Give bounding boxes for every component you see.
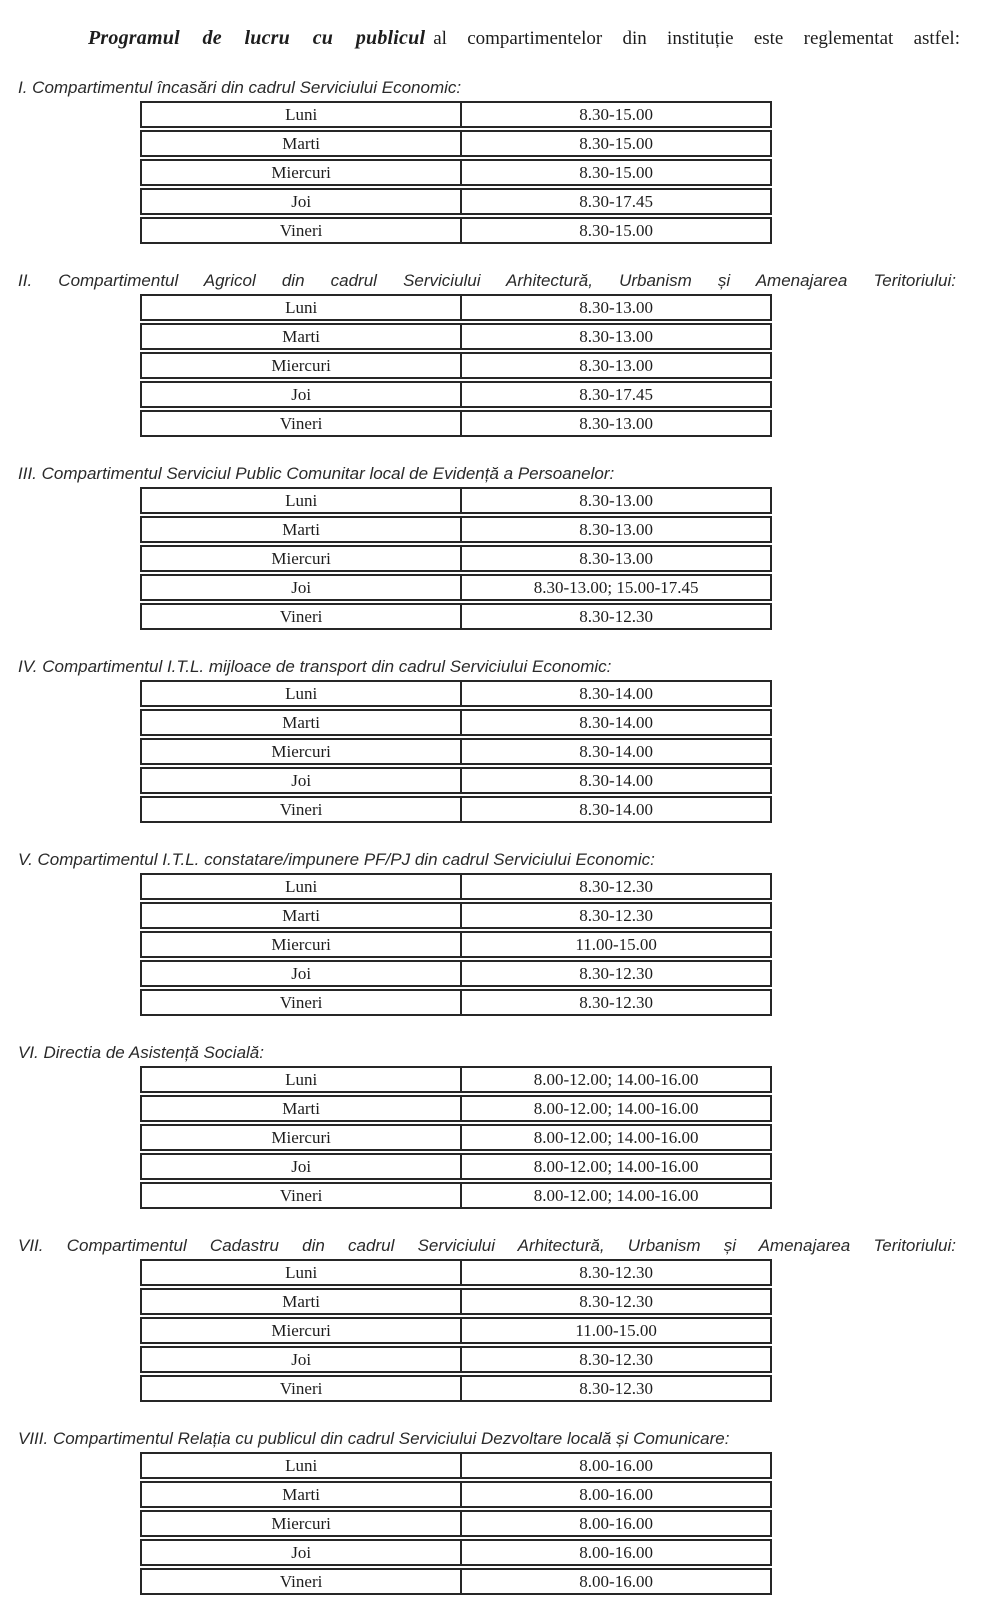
table-row bbox=[140, 1539, 772, 1566]
day-cell: Marti bbox=[142, 518, 462, 541]
table-row bbox=[140, 381, 772, 408]
hours-cell: 8.00-12.00; 14.00-16.00 bbox=[533, 1128, 699, 1147]
hours-cell: 8.00-16.00 bbox=[579, 1456, 653, 1475]
table-row bbox=[140, 352, 772, 379]
table-row bbox=[140, 603, 772, 630]
document-title-emphasis: Programul de lucru cu publicul bbox=[88, 27, 426, 49]
hours-cell: 8.30-15.00 bbox=[579, 163, 653, 182]
hours-cell: 8.00-16.00 bbox=[579, 1514, 653, 1533]
table-row bbox=[140, 1568, 772, 1595]
day-cell: Joi bbox=[142, 962, 462, 985]
day-cell: Miercuri bbox=[142, 547, 462, 570]
day-cell: Joi bbox=[142, 576, 462, 599]
hours-cell: 8.30-12.30 bbox=[579, 964, 653, 983]
hours-cell: 8.30-12.30 bbox=[579, 993, 653, 1012]
hours-cell: 8.30-12.30 bbox=[579, 1292, 653, 1311]
day-cell: Miercuri bbox=[142, 933, 462, 956]
section-heading: V. Compartimentul I.T.L. constatare/impunere PF/PJ din cadrul Serviciului Economic: bbox=[18, 850, 655, 869]
document-title bbox=[88, 26, 960, 51]
hours-cell: 8.30-12.30 bbox=[579, 607, 653, 626]
table-row bbox=[140, 294, 772, 321]
hours-cell: 8.30-17.45 bbox=[579, 385, 653, 404]
section-heading: II. Compartimentul Agricol din cadrul Serviciului Arhitectură, Urbanism și Amenajarea Teritoriului: bbox=[18, 271, 956, 290]
hours-cell: 8.30-12.30 bbox=[579, 1379, 653, 1398]
hours-cell: 8.30-13.00 bbox=[579, 520, 653, 539]
schedule-section bbox=[0, 656, 996, 823]
hours-cell: 8.30-13.00 bbox=[579, 356, 653, 375]
table-row bbox=[140, 410, 772, 437]
table-row bbox=[140, 545, 772, 572]
section-heading: III. Compartimentul Serviciul Public Comunitar local de Evidență a Persoanelor: bbox=[18, 464, 615, 483]
day-cell: Luni bbox=[142, 1454, 462, 1477]
day-cell: Luni bbox=[142, 489, 462, 512]
table-row bbox=[140, 159, 772, 186]
table-row bbox=[140, 931, 772, 958]
day-cell: Luni bbox=[142, 875, 462, 898]
hours-cell: 8.30-14.00 bbox=[579, 713, 653, 732]
hours-cell: 8.30-15.00 bbox=[579, 134, 653, 153]
table-row bbox=[140, 738, 772, 765]
table-row bbox=[140, 574, 772, 601]
hours-cell: 8.30-15.00 bbox=[579, 221, 653, 240]
day-cell: Marti bbox=[142, 1483, 462, 1506]
day-cell: Luni bbox=[142, 103, 462, 126]
hours-cell: 8.30-13.00 bbox=[579, 549, 653, 568]
table-row bbox=[140, 1375, 772, 1402]
schedule-table bbox=[140, 101, 772, 244]
schedule-section bbox=[0, 849, 996, 1016]
table-row bbox=[140, 680, 772, 707]
table-row bbox=[140, 1510, 772, 1537]
day-cell: Miercuri bbox=[142, 1512, 462, 1535]
day-cell: Luni bbox=[142, 296, 462, 319]
day-cell: Vineri bbox=[142, 1184, 462, 1207]
hours-cell: 8.30-14.00 bbox=[579, 800, 653, 819]
hours-cell: 8.30-12.30 bbox=[579, 906, 653, 925]
day-cell: Vineri bbox=[142, 991, 462, 1014]
day-cell: Marti bbox=[142, 904, 462, 927]
day-cell: Joi bbox=[142, 383, 462, 406]
table-row bbox=[140, 516, 772, 543]
schedule-section bbox=[0, 1235, 996, 1402]
hours-cell: 8.00-12.00; 14.00-16.00 bbox=[533, 1070, 699, 1089]
hours-cell: 8.30-13.00 bbox=[579, 298, 653, 317]
table-row bbox=[140, 796, 772, 823]
schedule-section bbox=[0, 77, 996, 244]
table-row bbox=[140, 960, 772, 987]
table-row bbox=[140, 873, 772, 900]
day-cell: Luni bbox=[142, 1261, 462, 1284]
hours-cell: 8.00-16.00 bbox=[579, 1572, 653, 1591]
day-cell: Marti bbox=[142, 1097, 462, 1120]
table-row bbox=[140, 1259, 772, 1286]
table-row bbox=[140, 101, 772, 128]
hours-cell: 11.00-15.00 bbox=[575, 935, 657, 954]
table-row bbox=[140, 1153, 772, 1180]
table-row bbox=[140, 130, 772, 157]
day-cell: Joi bbox=[142, 1541, 462, 1564]
table-row bbox=[140, 989, 772, 1016]
day-cell: Miercuri bbox=[142, 1126, 462, 1149]
schedule-table bbox=[140, 680, 772, 823]
hours-cell: 8.00-12.00; 14.00-16.00 bbox=[533, 1157, 699, 1176]
table-row bbox=[140, 1288, 772, 1315]
day-cell: Marti bbox=[142, 325, 462, 348]
table-row bbox=[140, 902, 772, 929]
hours-cell: 8.00-12.00; 14.00-16.00 bbox=[533, 1099, 699, 1118]
hours-cell: 8.30-14.00 bbox=[579, 742, 653, 761]
table-row bbox=[140, 323, 772, 350]
schedule-table bbox=[140, 873, 772, 1016]
day-cell: Vineri bbox=[142, 219, 462, 242]
hours-cell: 8.30-17.45 bbox=[579, 192, 653, 211]
section-heading: VII. Compartimentul Cadastru din cadrul Serviciului Arhitectură, Urbanism și Amenajarea Teritoriului: bbox=[18, 1236, 956, 1255]
section-heading: I. Compartimentul încasări din cadrul Serviciului Economic: bbox=[18, 78, 462, 97]
schedule-table bbox=[140, 294, 772, 437]
hours-cell: 8.30-12.30 bbox=[579, 1350, 653, 1369]
table-row bbox=[140, 1182, 772, 1209]
day-cell: Vineri bbox=[142, 605, 462, 628]
table-row bbox=[140, 1481, 772, 1508]
schedule-section bbox=[0, 1428, 996, 1595]
hours-cell: 11.00-15.00 bbox=[575, 1321, 657, 1340]
schedule-table bbox=[140, 1259, 772, 1402]
table-row bbox=[140, 1066, 772, 1093]
hours-cell: 8.30-13.00 bbox=[579, 491, 653, 510]
section-heading: VI. Directia de Asistență Socială: bbox=[18, 1043, 264, 1062]
day-cell: Vineri bbox=[142, 1377, 462, 1400]
day-cell: Miercuri bbox=[142, 1319, 462, 1342]
hours-cell: 8.30-15.00 bbox=[579, 105, 653, 124]
day-cell: Joi bbox=[142, 190, 462, 213]
hours-cell: 8.00-12.00; 14.00-16.00 bbox=[533, 1186, 699, 1205]
hours-cell: 8.30-13.00 bbox=[579, 327, 653, 346]
schedule-table bbox=[140, 487, 772, 630]
table-row bbox=[140, 1124, 772, 1151]
day-cell: Vineri bbox=[142, 798, 462, 821]
day-cell: Miercuri bbox=[142, 354, 462, 377]
table-row bbox=[140, 487, 772, 514]
hours-cell: 8.30-13.00 bbox=[579, 414, 653, 433]
schedule-section bbox=[0, 270, 996, 437]
day-cell: Marti bbox=[142, 132, 462, 155]
day-cell: Vineri bbox=[142, 412, 462, 435]
table-row bbox=[140, 1452, 772, 1479]
hours-cell: 8.00-16.00 bbox=[579, 1485, 653, 1504]
table-row bbox=[140, 217, 772, 244]
schedule-table bbox=[140, 1066, 772, 1209]
schedule-section bbox=[0, 463, 996, 630]
day-cell: Joi bbox=[142, 1348, 462, 1371]
day-cell: Vineri bbox=[142, 1570, 462, 1593]
section-heading: IV. Compartimentul I.T.L. mijloace de transport din cadrul Serviciului Economic: bbox=[18, 657, 612, 676]
day-cell: Luni bbox=[142, 1068, 462, 1091]
table-row bbox=[140, 709, 772, 736]
hours-cell: 8.00-16.00 bbox=[579, 1543, 653, 1562]
table-row bbox=[140, 767, 772, 794]
day-cell: Joi bbox=[142, 769, 462, 792]
schedule-section bbox=[0, 1042, 996, 1209]
document-title-rest: al compartimentelor din instituție este reglementat astfel: bbox=[433, 28, 960, 49]
schedule-sections bbox=[0, 77, 996, 1595]
day-cell: Luni bbox=[142, 682, 462, 705]
table-row bbox=[140, 1095, 772, 1122]
day-cell: Joi bbox=[142, 1155, 462, 1178]
schedule-table bbox=[140, 1452, 772, 1595]
day-cell: Marti bbox=[142, 711, 462, 734]
hours-cell: 8.30-14.00 bbox=[579, 771, 653, 790]
table-row bbox=[140, 1317, 772, 1344]
table-row bbox=[140, 1346, 772, 1373]
day-cell: Marti bbox=[142, 1290, 462, 1313]
hours-cell: 8.30-14.00 bbox=[579, 684, 653, 703]
day-cell: Miercuri bbox=[142, 740, 462, 763]
day-cell: Miercuri bbox=[142, 161, 462, 184]
hours-cell: 8.30-12.30 bbox=[579, 1263, 653, 1282]
table-row bbox=[140, 188, 772, 215]
section-heading: VIII. Compartimentul Relația cu publicul din cadrul Serviciului Dezvoltare locală și Comunicare: bbox=[18, 1429, 730, 1448]
hours-cell: 8.30-13.00; 15.00-17.45 bbox=[533, 578, 699, 597]
hours-cell: 8.30-12.30 bbox=[579, 877, 653, 896]
